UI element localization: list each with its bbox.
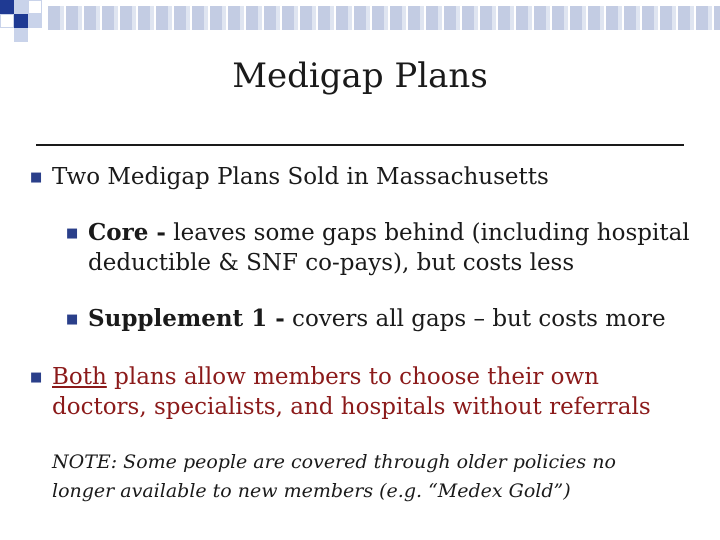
- bullet-both: [30, 362, 690, 422]
- supplement-term: Supplement 1 -: [88, 305, 285, 332]
- both-word: Both: [52, 364, 107, 390]
- decor-square: [0, 14, 14, 28]
- bullet-main-text: Two Medigap Plans Sold in Massachusetts: [52, 164, 549, 190]
- decor-square: [0, 0, 14, 14]
- slide-title: Medigap Plans: [232, 56, 488, 96]
- header-bar: [48, 6, 720, 30]
- core-description: leaves some gaps behind (including hospital deductible & SNF co-pays), but costs less: [88, 220, 690, 276]
- both-description: plans allow members to choose their own doctors, specialists, and hospitals without referrals: [52, 364, 651, 420]
- decor-square: [14, 0, 28, 14]
- decor-square: [14, 28, 28, 42]
- bullet-supplement-text: [88, 304, 666, 334]
- note-text: NOTE: Some people are covered through older policies no longer available to new members (e.g. “Medex Gold”): [52, 451, 616, 502]
- bullet-main: [30, 162, 680, 192]
- decor-square: [28, 14, 42, 28]
- bullet-core-text: [88, 218, 706, 278]
- bullet-both-text: [52, 362, 690, 422]
- title-divider: [36, 144, 684, 146]
- square-bullet-icon: ■: [30, 170, 43, 185]
- decor-square: [14, 14, 28, 28]
- bullet-supplement: [66, 304, 706, 334]
- square-bullet-icon: ■: [30, 370, 43, 385]
- core-term: Core -: [88, 219, 166, 246]
- bullet-core: [66, 218, 706, 278]
- supplement-description: covers all gaps – but costs more: [284, 306, 666, 332]
- square-bullet-icon: ■: [66, 226, 79, 241]
- square-bullet-icon: ■: [66, 312, 79, 327]
- decor-square: [28, 0, 42, 14]
